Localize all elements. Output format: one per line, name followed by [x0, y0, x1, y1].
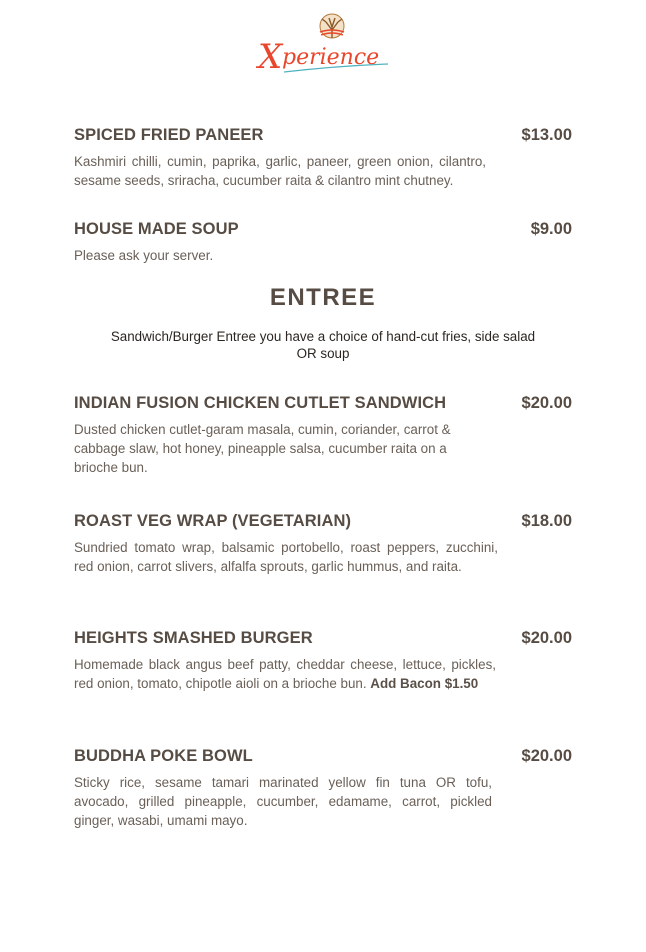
item-price: $20.00 — [521, 394, 572, 412]
xperience-logo-icon — [256, 8, 392, 92]
item-price: $13.00 — [521, 126, 572, 144]
section-title: ENTREE — [269, 284, 377, 311]
item-name: HOUSE MADE SOUP — [74, 220, 239, 238]
item-name: INDIAN FUSION CHICKEN CUTLET SANDWICH — [74, 394, 447, 412]
item-price: $9.00 — [530, 220, 572, 238]
item-price: $20.00 — [521, 747, 572, 765]
item-description: Kashmiri chilli, cumin, paprika, garlic, paneer, green onion, cilantro, sesame seeds, sriracha, cucumber raita & cilantro mint chutney. — [74, 154, 486, 188]
item-name: BUDDHA POKE BOWL — [74, 747, 253, 765]
item-price: $20.00 — [521, 629, 572, 647]
item-description: Dusted chicken cutlet-garam masala, cumin, coriander, carrot & cabbage slaw, hot honey, pineapple salsa, cucumber raita on a brioche bun. — [74, 422, 451, 475]
svg-text:perience: perience — [282, 45, 380, 70]
menu-item — [74, 394, 572, 477]
menu-item — [74, 220, 572, 265]
svg-text:X: X — [258, 37, 283, 77]
tree-emblem-icon — [320, 14, 344, 38]
item-price: $18.00 — [521, 512, 572, 530]
item-description: Sticky rice, sesame tamari marinated yellow fin tuna OR tofu, avocado, grilled pineapple, cucumber, edamame, carrot, pickled ginger, wasabi, umami mayo. — [74, 775, 492, 828]
item-description-text: Homemade black angus beef patty, cheddar cheese, lettuce, pickles, red onion, tomato, chipotle aioli on a brioche bun. — [74, 657, 496, 691]
item-description — [74, 655, 496, 693]
section-note: Sandwich/Burger Entree you have a choice of hand-cut fries, side salad OR soup — [110, 329, 536, 361]
menu-item — [74, 126, 572, 190]
item-name: HEIGHTS SMASHED BURGER — [74, 629, 313, 647]
item-name: SPICED FRIED PANEER — [74, 126, 264, 144]
menu-item — [74, 629, 572, 693]
menu-item — [74, 512, 572, 576]
item-name: ROAST VEG WRAP (VEGETARIAN) — [74, 512, 352, 530]
item-description: Please ask your server. — [74, 248, 214, 263]
menu-item — [74, 747, 572, 830]
brand-logo — [256, 8, 392, 92]
item-addon: Add Bacon $1.50 — [370, 676, 479, 691]
item-description: Sundried tomato wrap, balsamic portobello, roast peppers, zucchini, red onion, carrot slivers, alfalfa sprouts, garlic hummus, and raita. — [74, 540, 498, 574]
